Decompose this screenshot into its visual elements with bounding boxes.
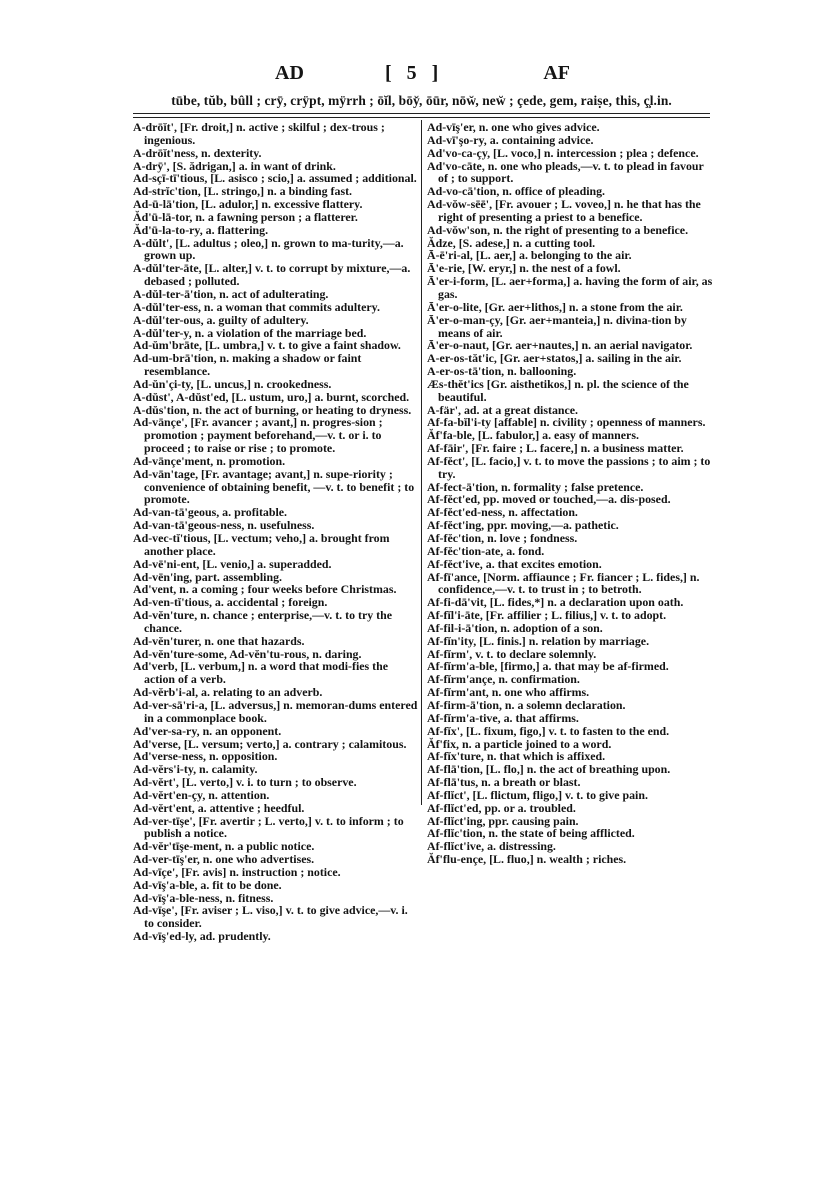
dictionary-entry: Ad-vĕrb'i-al, a. relating to an adverb. bbox=[133, 685, 323, 700]
dictionary-entry: A-dŭl'ter-āte, [L. alter,] v. t. to corrupt by mixture,—a. debased ; polluted. bbox=[133, 261, 411, 289]
dictionary-entry: Ad-um-brā'tion, n. making a shadow or faint resemblance. bbox=[133, 351, 362, 379]
dictionary-entry: Ad-ū-lā'tion, [L. adulor,] n. excessive flattery. bbox=[133, 197, 363, 212]
dictionary-entry: Af-fāir', [Fr. faire ; L. facere,] n. a business matter. bbox=[427, 441, 684, 456]
dictionary-entry: Ad-vān'tage, [Fr. avantage; avant,] n. supe-riority ; convenience of obtaining benefit, —v. t. to benefit ; to promote. bbox=[133, 466, 415, 507]
dictionary-entry: Af-fĭrm'ant, n. one who affirms. bbox=[427, 685, 590, 700]
dictionary-entry: Af-fĕct'ed-ness, n. affectation. bbox=[427, 505, 578, 520]
dictionary-entry: Ad-vīş'ed-ly, ad. prudently. bbox=[133, 929, 271, 944]
dictionary-entry: Ad-vĕn'ture, n. chance ; enterprise,—v. t. to try the chance. bbox=[133, 608, 393, 635]
dictionary-entry: Ad'verb, [L. verbum,] n. a word that modi-fies the action of a verb. bbox=[133, 659, 388, 687]
dictionary-entry: Ad'verse-ness, n. opposition. bbox=[133, 749, 278, 764]
dictionary-entry: Af-flĭc'tion, n. the state of being afflicted. bbox=[427, 826, 635, 841]
dictionary-entry: A-dŭlt', [L. adultus ; oleo,] n. grown to ma-turity,—a. grown up. bbox=[133, 235, 404, 263]
dictionary-entry: Ad-ver-tīş'er, n. one who advertises. bbox=[133, 852, 315, 867]
dictionary-entry: Ad-vĕr'tīşe-ment, n. a public notice. bbox=[133, 839, 315, 854]
dictionary-entry: Ā'e-rie, [W. eryr,] n. the nest of a fowl. bbox=[427, 261, 621, 276]
dictionary-entry: Af-fĕct'ed, pp. moved or touched,—a. dis-posed. bbox=[427, 492, 671, 507]
dictionary-entry: Af-fĭn'ity, [L. finis.] n. relation by marriage. bbox=[427, 633, 650, 648]
dictionary-entry: Ad-vīşe', [Fr. aviser ; L. viso,] v. t. to give advice,—v. i. to consider. bbox=[133, 903, 408, 931]
dictionary-entry: A-er-os-tā'tion, n. ballooning. bbox=[427, 364, 577, 379]
dictionary-entry: Af-fi-dā'vit, [L. fides,*] n. a declaration upon oath. bbox=[427, 595, 684, 610]
dictionary-entry: Af-firm-ā'tion, n. a solemn declaration. bbox=[427, 697, 626, 712]
dictionary-entry: Ā-ē'ri-al, [L. aer,] a. belonging to the air. bbox=[427, 248, 632, 263]
dictionary-entry: Ad-ŭm'brāte, [L. umbra,] v. t. to give a faint shadow. bbox=[133, 338, 401, 353]
header-right-guide-word: AF bbox=[543, 62, 570, 84]
dictionary-entry: Ad-sçī-tī'tious, [L. asisco ; scio,] a. assumed ; additional. bbox=[133, 171, 417, 186]
right-column bbox=[427, 121, 714, 866]
dictionary-entry: Ad-vĕrs'i-ty, n. calamity. bbox=[133, 762, 258, 777]
key-rule-top bbox=[133, 113, 710, 114]
dictionary-entry: Ad'vo-cāte, n. one who pleads,—v. t. to plead in favour of ; to support. bbox=[427, 158, 704, 186]
dictionary-entry: Ad-van-tā'geous, a. profitable. bbox=[133, 505, 288, 520]
dictionary-entry: Af-fī'ance, [Norm. affiaunce ; Fr. fiancer ; L. fides,] n. confidence,—v. t. to trust in ; to betroth. bbox=[427, 569, 700, 597]
dictionary-entry: A-drōĭt', [Fr. droit,] n. active ; skilful ; dex-trous ; ingenious. bbox=[133, 120, 385, 147]
dictionary-entry: Ā'er-o-naut, [Gr. aer+nautes,] n. an aerial navigator. bbox=[427, 338, 693, 353]
dictionary-entry: Ad-ŭn'çi-ty, [L. uncus,] n. crookedness. bbox=[133, 376, 332, 391]
dictionary-entry: Ad-vĕrt'ent, a. attentive ; heedful. bbox=[133, 800, 305, 815]
dictionary-entry: Af-fect-ā'tion, n. formality ; false pretence. bbox=[427, 479, 644, 494]
dictionary-entry: Ădze, [S. adese,] n. a cutting tool. bbox=[427, 235, 596, 250]
dictionary-entry: Ad'vo-ca-çy, [L. voco,] n. intercession ; plea ; defence. bbox=[427, 145, 699, 160]
dictionary-entry: Af-fĭrm', v. t. to declare solemnly. bbox=[427, 646, 597, 661]
dictionary-entry: Ăd'ū-la-to-ry, a. flattering. bbox=[133, 222, 269, 237]
dictionary-entry: Ăf'flu-ençe, [L. fluo,] n. wealth ; riches. bbox=[427, 852, 627, 867]
dictionary-entry: Af-flĭct', [L. flictum, fligo,] v. t. to give pain. bbox=[427, 787, 648, 802]
dictionary-entry: Af-fĕc'tion-ate, a. fond. bbox=[427, 543, 545, 558]
dictionary-entry: Ad-vānçe', [Fr. avancer ; avant,] n. progres-sion ; promotion ; payment beforehand,—v. t. or i. to proceed ; to raise or rise ; to promote. bbox=[133, 415, 383, 456]
page-number: [ 5 ] bbox=[385, 62, 444, 84]
dictionary-entry: Ad-vĕn'turer, n. one that hazards. bbox=[133, 633, 305, 648]
dictionary-entry: Af-fĭl'i-āte, [Fr. affilier ; L. filius,] v. t. to adopt. bbox=[427, 608, 667, 623]
header-left-guide-word: AD bbox=[275, 62, 304, 84]
dictionary-entry: A-dŭl-ter-ā'tion, n. act of adulterating. bbox=[133, 286, 329, 301]
dictionary-entry: Ad-vĕn'ture-some, Ad-vĕn'tu-rous, n. daring. bbox=[133, 646, 362, 661]
dictionary-entry: Ad-vīçe', [Fr. avis] n. instruction ; notice. bbox=[133, 864, 341, 879]
dictionary-entry: Ad-vīş'a-ble-ness, n. fitness. bbox=[133, 890, 274, 905]
pronunciation-key: tūbe, tŭb, bûll ; crȳ, crÿpt, mÿrrh ; ōĭl, bōy̆, ōūr, nōw̆, new̆ ; çede, gem, raiṣe, this, ç̧l.in. bbox=[171, 93, 672, 108]
dictionary-entry: Ad-vec-tĭ'tious, [L. vectum; veho,] a. brought from another place. bbox=[133, 531, 390, 558]
dictionary-entry: Ad-vĕrt', [L. verto,] v. i. to turn ; to observe. bbox=[133, 775, 357, 790]
dictionary-entry: Af-flā'tion, [L. flo,] n. the act of breathing upon. bbox=[427, 762, 671, 777]
dictionary-entry: Af-fĕct'ing, ppr. moving,—a. pathetic. bbox=[427, 518, 619, 533]
dictionary-entry: Ad-vī'şo-ry, a. containing advice. bbox=[427, 132, 594, 147]
dictionary-entry: Ăf'fa-ble, [L. fabulor,] a. easy of manners. bbox=[427, 428, 639, 443]
dictionary-entry: Af-fĭrm'a-tive, a. that affirms. bbox=[427, 710, 579, 725]
dictionary-entry: Ad-ver-tīşe', [Fr. avertir ; L. verto,] v. t. to inform ; to publish a notice. bbox=[133, 813, 404, 841]
column-divider bbox=[421, 120, 422, 805]
dictionary-entry: Ad-vē'ni-ent, [L. venio,] a. superadded. bbox=[133, 556, 332, 571]
dictionary-entry: Ad'verse, [L. versum; verto,] a. contrary ; calamitous. bbox=[133, 736, 407, 751]
dictionary-entry: Ad-ver-sā'ri-a, [L. adversus,] n. memoran-dums entered in a commonplace book. bbox=[133, 697, 418, 725]
dictionary-entry: A-drȳ', [S. ădrigan,] a. in want of drink. bbox=[133, 158, 336, 173]
dictionary-entry: A-dŭl'ter-ous, a. guilty of adultery. bbox=[133, 312, 309, 327]
dictionary-entry: Ad-vĕrt'en-çy, n. attention. bbox=[133, 787, 270, 802]
dictionary-entry: Ad-strĭc'tion, [L. stringo,] n. a binding fast. bbox=[133, 184, 353, 199]
dictionary-entry: Af-fĕc'tion, n. love ; fondness. bbox=[427, 531, 578, 545]
dictionary-entry: Ăf'fix, n. a particle joined to a word. bbox=[427, 736, 612, 751]
dictionary-entry: A-dŭs'tion, n. the act of burning, or heating to dryness. bbox=[133, 402, 412, 417]
dictionary-entry: Ad-vŏw-sēē', [Fr. avouer ; L. voveo,] n. he that has the right of presenting a priest to a benefice. bbox=[427, 197, 701, 224]
dictionary-entry: Af-fĭx', [L. fixum, figo,] v. t. to fasten to the end. bbox=[427, 723, 670, 738]
dictionary-entry: Af-flĭct'ing, ppr. causing pain. bbox=[427, 813, 579, 828]
dictionary-entry: Ā'er-i-form, [L. aer+forma,] a. having the form of air, as gas. bbox=[427, 274, 713, 301]
dictionary-entry: Ad-van-tā'geous-ness, n. usefulness. bbox=[133, 518, 315, 533]
dictionary-entry: Ad-vānçe'ment, n. promotion. bbox=[133, 453, 286, 468]
dictionary-entry: Ad'vent, n. a coming ; four weeks before Christmas. bbox=[133, 582, 397, 597]
dictionary-entry: Af-flā'tus, n. a breath or blast. bbox=[427, 775, 581, 790]
dictionary-entry: Ad-vŏw'son, n. the right of presenting to a benefice. bbox=[427, 222, 689, 237]
dictionary-entry: Af-fĭx'ture, n. that which is affixed. bbox=[427, 749, 606, 764]
dictionary-entry: Af-fĕct'ive, a. that excites emotion. bbox=[427, 556, 602, 571]
dictionary-entry: Ad-ven-tĭ'tious, a. accidental ; foreign. bbox=[133, 595, 328, 610]
dictionary-entry: Ad-vīş'er, n. one who gives advice. bbox=[427, 120, 600, 134]
dictionary-entry: A-dŭl'ter-y, n. a violation of the marriage bed. bbox=[133, 325, 367, 340]
dictionary-entry: A-drōĭt'ness, n. dexterity. bbox=[133, 145, 262, 160]
dictionary-entry: Ad'ver-sa-ry, n. an opponent. bbox=[133, 723, 282, 738]
dictionary-entry: Af-fĭrm'a-ble, [firmo,] a. that may be af-firmed. bbox=[427, 659, 669, 674]
dictionary-entry: Ăd'ū-lā-tor, n. a fawning person ; a flatterer. bbox=[133, 209, 358, 224]
dictionary-entry: Af-fil-i-ā'tion, n. adoption of a son. bbox=[427, 620, 603, 635]
dictionary-entry: Ad-vo-cā'tion, n. office of pleading. bbox=[427, 184, 606, 199]
dictionary-entry: Ad-vēn'ing, part. assembling. bbox=[133, 569, 282, 584]
page-header bbox=[135, 62, 710, 88]
dictionary-entry: A-dŭl'ter-ess, n. a woman that commits adultery. bbox=[133, 299, 380, 314]
dictionary-entry: A-er-os-tăt'ic, [Gr. aer+statos,] a. sailing in the air. bbox=[427, 351, 682, 366]
dictionary-entry: Ā'er-o-lite, [Gr. aer+lithos,] n. a stone from the air. bbox=[427, 299, 683, 314]
dictionary-entry: Af-fĕct', [L. facio,] v. t. to move the passions ; to aim ; to try. bbox=[427, 453, 711, 481]
dictionary-entry: Ad-vīş'a-ble, a. fit to be done. bbox=[133, 877, 282, 892]
left-column bbox=[133, 121, 420, 943]
dictionary-entry: Ā'er-o-man-çy, [Gr. aer+manteia,] n. divina-tion by means of air. bbox=[427, 312, 687, 340]
dictionary-entry: Af-flĭct'ed, pp. or a. troubled. bbox=[427, 800, 576, 815]
key-rule-bottom bbox=[133, 117, 710, 118]
dictionary-entry: A-dŭst', A-dŭst'ed, [L. ustum, uro,] a. burnt, scorched. bbox=[133, 389, 410, 404]
dictionary-entry: Æs-thĕt'ics [Gr. aisthetikos,] n. pl. the science of the beautiful. bbox=[427, 376, 689, 404]
dictionary-entry: A-fär', ad. at a great distance. bbox=[427, 402, 579, 417]
dictionary-entry: Af-fa-bĭl'i-ty [affable] n. civility ; openness of manners. bbox=[427, 415, 706, 430]
dictionary-entry: Af-flĭct'ive, a. distressing. bbox=[427, 839, 556, 854]
dictionary-entry: Af-fĭrm'ançe, n. confirmation. bbox=[427, 672, 580, 687]
